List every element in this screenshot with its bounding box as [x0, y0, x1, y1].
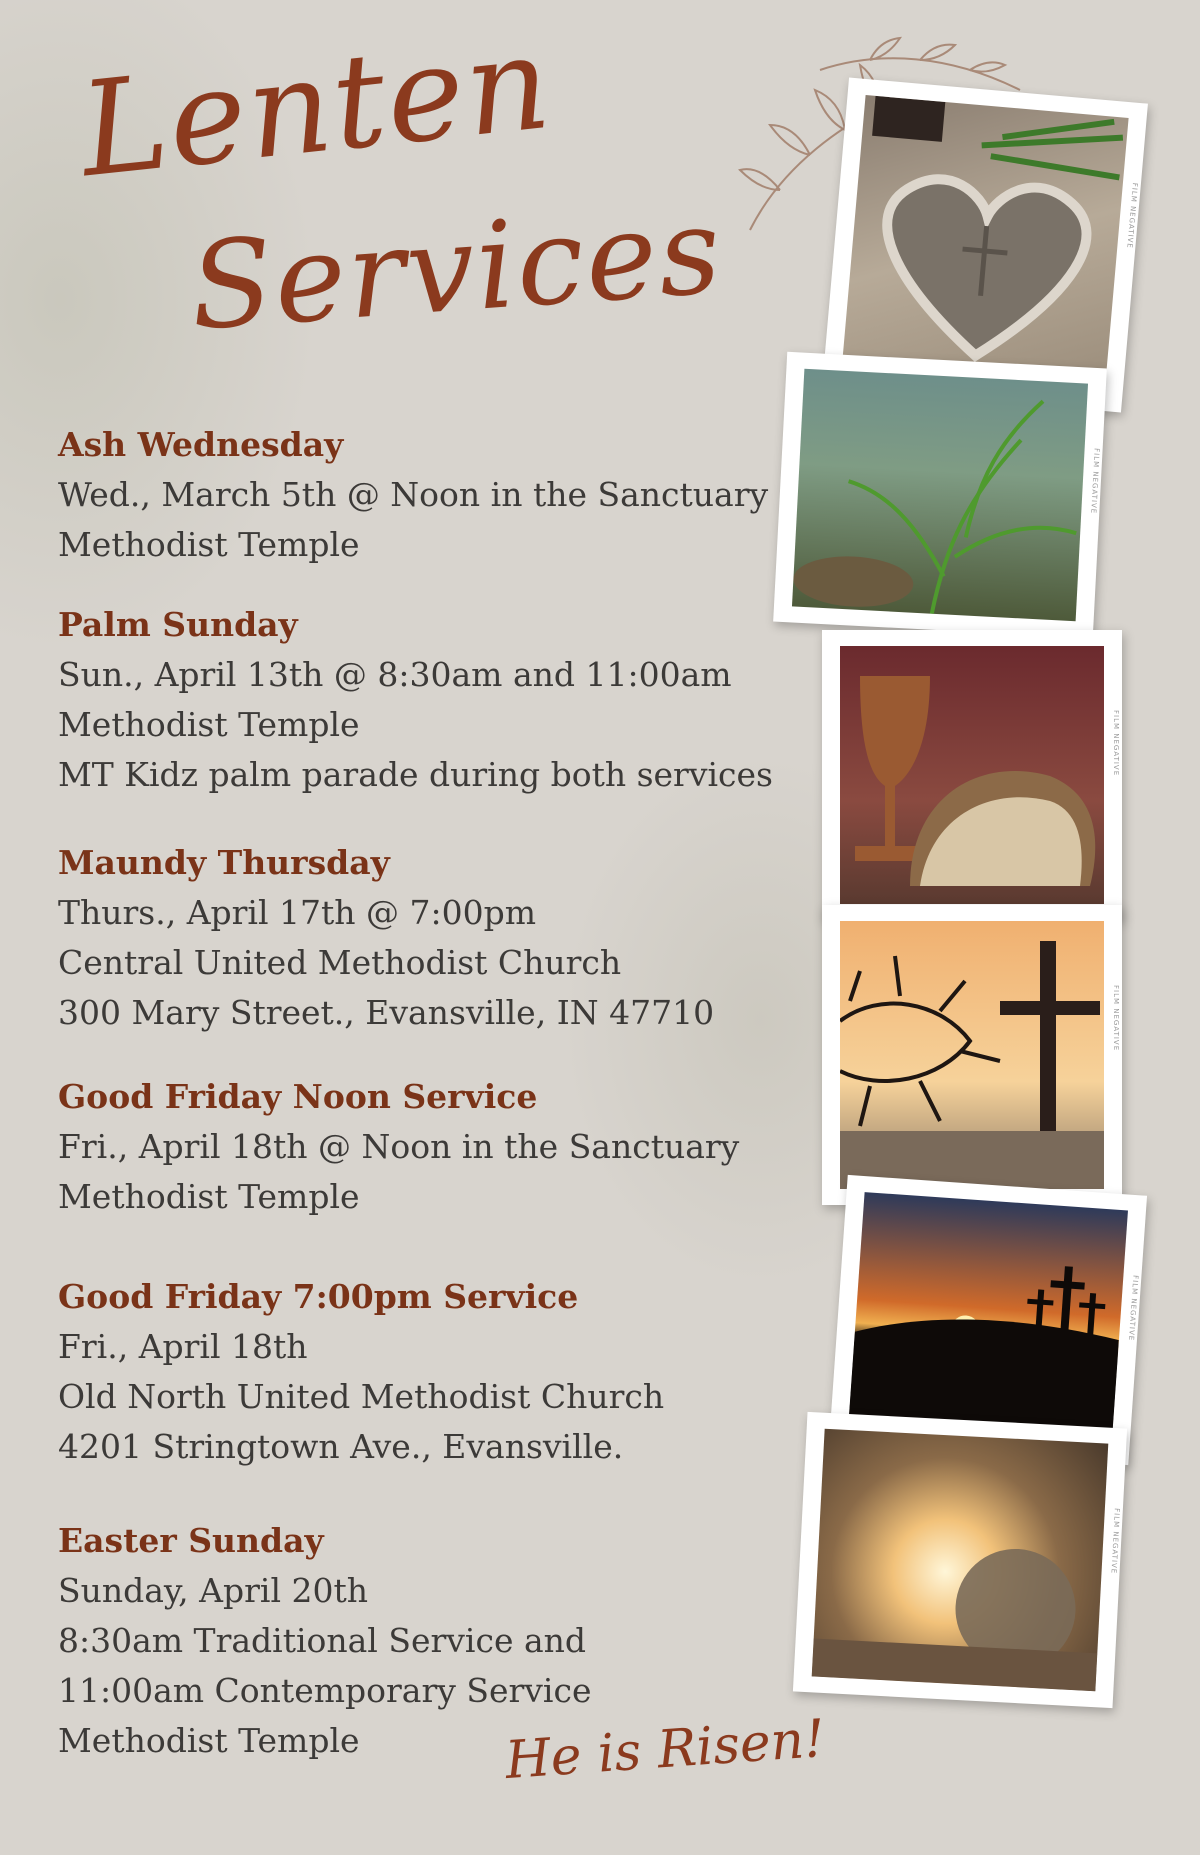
photo-palm-plant	[773, 352, 1107, 638]
event-line: MT Kidz palm parade during both services	[58, 755, 773, 794]
palm-plant-icon	[792, 369, 1088, 622]
event-palm-sunday	[58, 600, 773, 800]
event-line: 4201 Stringtown Ave., Evansville.	[58, 1427, 624, 1466]
event-line: Sunday, April 20th	[58, 1571, 368, 1610]
event-line: 300 Mary Street., Evansville, IN 47710	[58, 993, 715, 1032]
event-line: 11:00am Contemporary Service	[58, 1671, 592, 1710]
event-name: Easter Sunday	[58, 1521, 324, 1560]
event-ash-wednesday	[58, 420, 768, 570]
three-crosses-sunset-icon	[848, 1192, 1128, 1448]
event-line: Wed., March 5th @ Noon in the Sanctuary	[58, 475, 769, 514]
event-good-friday-evening	[58, 1272, 664, 1472]
film-label: FILM NEGATIVE	[1089, 447, 1101, 515]
crown-of-thorns-icon	[840, 921, 1104, 1189]
event-good-friday-noon	[58, 1072, 739, 1222]
title-line-2: Services	[185, 181, 727, 358]
event-name: Palm Sunday	[58, 605, 298, 644]
chalice-bread-icon	[840, 646, 1104, 904]
photo-empty-tomb	[793, 1412, 1127, 1708]
empty-tomb-icon	[812, 1429, 1109, 1692]
photo-chalice-bread	[822, 630, 1122, 920]
event-line: Old North United Methodist Church	[58, 1377, 665, 1416]
film-label: FILM NEGATIVE	[1125, 182, 1139, 250]
event-line: Central United Methodist Church	[58, 943, 622, 982]
event-line: Fri., April 18th @ Noon in the Sanctuary	[58, 1127, 740, 1166]
event-line: Methodist Temple	[58, 705, 360, 744]
film-label: FILM NEGATIVE	[1112, 985, 1120, 1052]
event-line: Fri., April 18th	[58, 1327, 308, 1366]
film-label: FILM NEGATIVE	[1109, 1507, 1121, 1575]
title-line-1: Lenten	[73, 5, 559, 207]
event-name: Good Friday 7:00pm Service	[58, 1277, 579, 1316]
event-name: Ash Wednesday	[58, 425, 344, 464]
film-label: FILM NEGATIVE	[1126, 1274, 1140, 1342]
event-name: Good Friday Noon Service	[58, 1077, 538, 1116]
event-line: Methodist Temple	[58, 525, 360, 564]
tagline: He is Risen!	[503, 1708, 827, 1792]
event-line: Thurs., April 17th @ 7:00pm	[58, 893, 537, 932]
event-line: Methodist Temple	[58, 1177, 360, 1216]
event-line: 8:30am Traditional Service and	[58, 1621, 587, 1660]
ash-heart-icon	[841, 95, 1128, 395]
event-easter-sunday	[58, 1516, 591, 1766]
event-name: Maundy Thursday	[58, 843, 390, 882]
event-line: Methodist Temple	[58, 1721, 360, 1760]
film-label: FILM NEGATIVE	[1112, 710, 1120, 777]
event-maundy-thursday	[58, 838, 714, 1038]
photo-crown-of-thorns	[822, 905, 1122, 1205]
event-line: Sun., April 13th @ 8:30am and 11:00am	[58, 655, 732, 694]
